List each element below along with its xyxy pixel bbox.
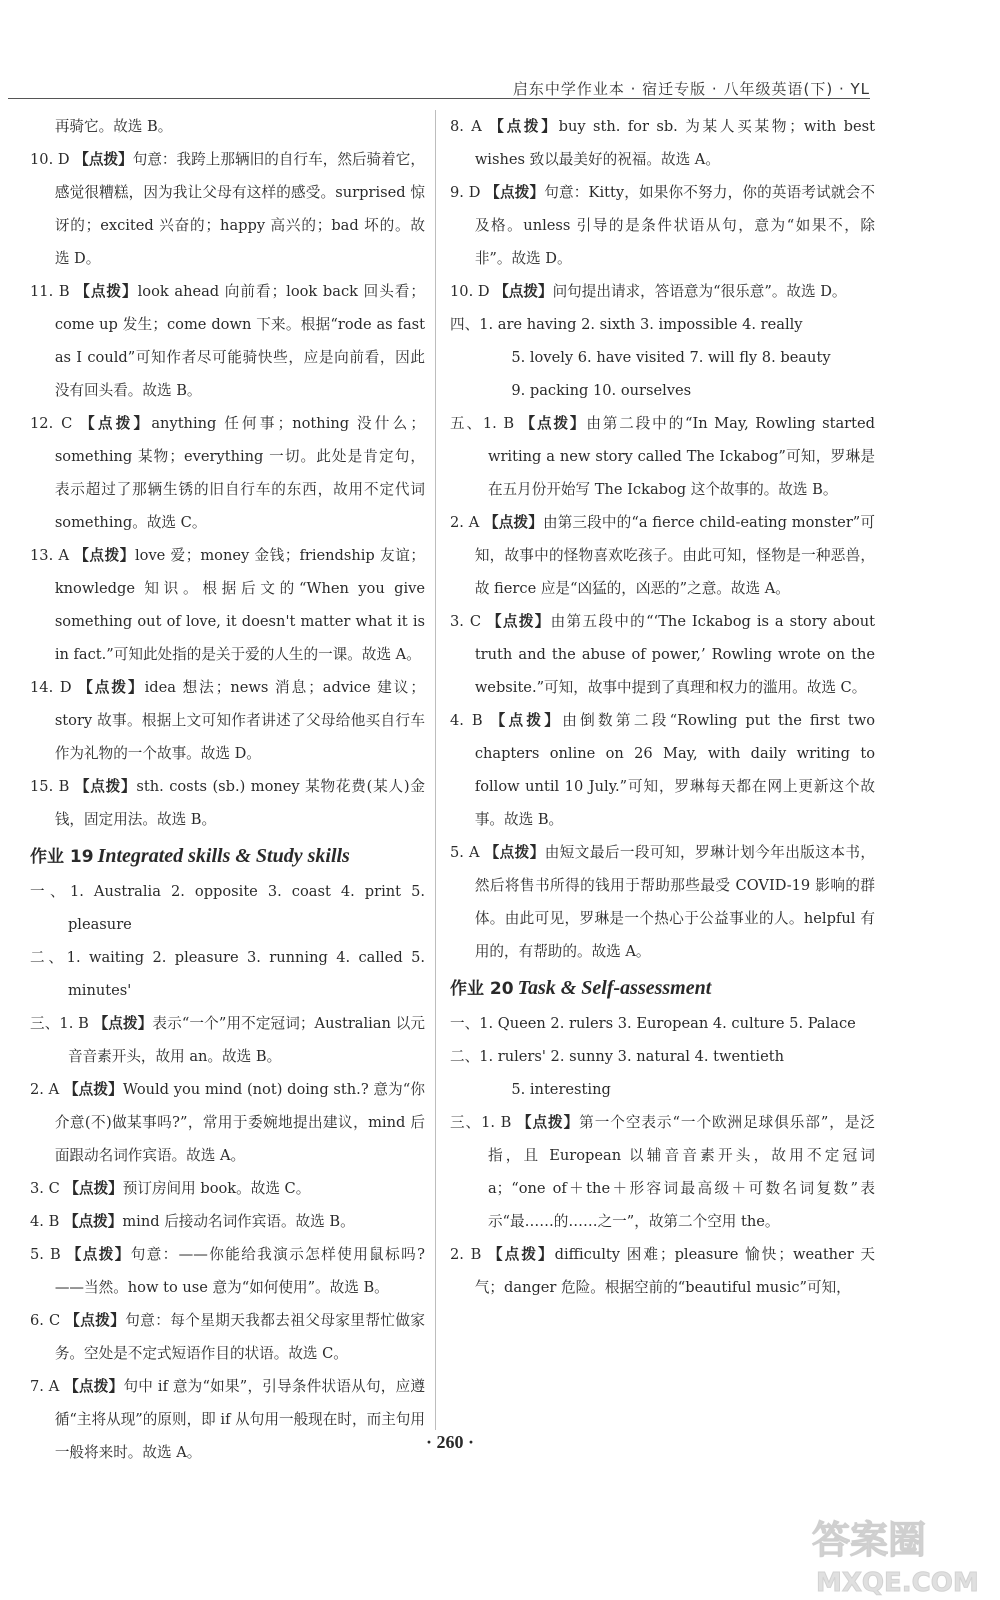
answer-section: 四、1. are having 2. sixth 3. impossible 4. really	[450, 316, 803, 333]
assignment-number: 作业 20	[450, 979, 514, 999]
answer-item: 再骑它。故选 B。	[54, 118, 173, 135]
tip-marker: 【点拨】	[494, 283, 553, 300]
watermark-en: MXQE.COM	[816, 1568, 979, 1598]
watermark-logo	[800, 1505, 990, 1600]
tip-marker: 【点拨】	[520, 415, 587, 432]
assignment-title: Integrated skills & Study skills	[97, 845, 350, 867]
answer-section: 二、1. waiting 2. pleasure 3. running 4. called 5. minutes'	[30, 949, 425, 999]
tip-marker: 【点拨】	[516, 1114, 580, 1131]
tip-marker: 【点拨】	[488, 1246, 555, 1263]
tip-marker: 【点拨】	[64, 1180, 123, 1197]
tip-marker: 【点拨】	[65, 1312, 126, 1329]
assignment-title: Task & Self-assessment	[517, 977, 712, 999]
tip-marker: 【点拨】	[74, 778, 137, 795]
answer-section: 五、1. B 【点拨】由第二段中的“In May, Rowling started writing a new story called The Ickabog”可知，罗琳是在五月份开始写 The Ickabog 这个故事的。故选 B。	[450, 415, 875, 498]
assignment-number: 作业 19	[30, 847, 94, 867]
answer-item: 5. A 【点拨】由短文最后一段可知，罗琳计划今年出版这本书，然后将售书所得的钱用于帮助那些最受 COVID-19 影响的群体。由此可见，罗琳是一个热心于公益事业的人。helpful 有用的，有帮助的。故选 A。	[450, 844, 875, 960]
tip-marker: 【点拨】	[74, 151, 133, 168]
watermark-cn: 答案圈	[812, 1518, 927, 1562]
answer-item: 10. D 【点拨】句意：我跨上那辆旧的自行车，然后骑着它，感觉很糟糕，因为我让父母有这样的感受。surprised 惊讶的；excited 兴奋的；happy 高兴的；bad 坏的。故选 D。	[30, 151, 425, 267]
answer-item: 2. A 【点拨】由第三段中的“a fierce child-eating monster”可知，故事中的怪物喜欢吃孩子。由此可知，怪物是一种恶兽，故 fierce 应是“凶猛的，凶恶的”之意。故选 A。	[450, 514, 875, 597]
tip-marker: 【点拨】	[484, 844, 545, 861]
header-rule	[8, 98, 870, 99]
tip-marker: 【点拨】	[484, 514, 543, 531]
answer-item: 13. A 【点拨】love 爱；money 金钱；friendship 友谊；knowledge 知识。根据后文的“When you give something out of love, it doesn't matter what it is in fact.”可知此处指的是关于爱的人生的一课。故选 A。	[30, 547, 425, 663]
tip-marker: 【点拨】	[93, 1015, 153, 1032]
answer-item: 15. B 【点拨】sth. costs (sb.) money 某物花费(某人)金钱，固定用法。故选 B。	[30, 778, 425, 828]
answer-item: 4. B 【点拨】由倒数第二段“Rowling put the first two chapters online on 26 May, with daily writing to follow until 10 July.”可知，罗琳每天都在网上更新这个故事。故选 B。	[450, 712, 875, 828]
assignment-heading	[450, 971, 875, 1007]
tip-marker: 【点拨】	[489, 118, 559, 135]
answer-item: 5. lovely 6. have visited 7. will fly 8. beauty	[511, 349, 831, 366]
tip-marker: 【点拨】	[487, 613, 551, 630]
answer-section: 一、1. Australia 2. opposite 3. coast 4. print 5. pleasure	[30, 883, 425, 933]
answer-item: 9. packing 10. ourselves	[511, 382, 692, 399]
answer-item: 7. A 【点拨】句中 if 意为“如果”，引导条件状语从句，应遵循“主将从现”的原则，即 if 从句用一般现在时，而主句用一般将来时。故选 A。	[30, 1378, 425, 1461]
answer-item: 3. C 【点拨】预订房间用 book。故选 C。	[30, 1180, 311, 1197]
tip-marker: 【点拨】	[64, 1378, 124, 1395]
answer-section: 一、1. Queen 2. rulers 3. European 4. culture 5. Palace	[450, 1015, 856, 1032]
tip-marker: 【点拨】	[63, 1213, 123, 1230]
tip-marker: 【点拨】	[75, 283, 138, 300]
answer-item: 4. B 【点拨】mind 后接动名词作宾语。故选 B。	[30, 1213, 355, 1230]
tip-marker: 【点拨】	[66, 1246, 131, 1263]
assignment-heading	[30, 839, 425, 875]
answer-item: 2. A 【点拨】Would you mind (not) doing sth.? 意为“你介意(不)做某事吗?”，常用于委婉地提出建议，mind 后面跟动名词作宾语。故选 A。	[30, 1081, 425, 1164]
answer-item: 12. C 【点拨】anything 任何事；nothing 没什么；something 某物；everything 一切。此处是肯定句，表示超过了那辆生锈的旧自行车的东西，故用不定代词 something。故选 C。	[30, 415, 425, 531]
answer-section: 二、1. rulers' 2. sunny 3. natural 4. twentieth	[450, 1048, 784, 1065]
tip-marker: 【点拨】	[485, 184, 545, 201]
answer-item: 14. D 【点拨】idea 想法；news 消息；advice 建议；story 故事。根据上文可知作者讲述了父母给他买自行车作为礼物的一个故事。故选 D。	[30, 679, 426, 762]
answer-item: 11. B 【点拨】look ahead 向前看；look back 回头看；come up 发生；come down 下来。根据“rode as fast as I could”可知作者尽可能骑快些，应是向前看，因此没有回头看。故选 B。	[30, 283, 425, 399]
answer-item: 5. B 【点拨】句意：——你能给我演示怎样使用鼠标吗? ——当然。how to use 意为“如何使用”。故选 B。	[30, 1246, 425, 1296]
column-divider	[435, 110, 436, 1430]
answer-section: 三、1. B 【点拨】第一个空表示“一个欧洲足球俱乐部”，是泛指，且 European 以辅音音素开头，故用不定冠词 a；“one of＋the＋形容词最高级＋可数名词复数”表示“最……的……之一”，故第二个空用 the。	[450, 1114, 875, 1230]
answer-item: 9. D 【点拨】句意：Kitty，如果你不努力，你的英语考试就会不及格。unless 引导的是条件状语从句，意为“如果不，除非”。故选 D。	[450, 184, 875, 267]
tip-marker: 【点拨】	[80, 415, 152, 432]
page-header: 启东中学作业本 · 宿迁专版 · 八年级英语(下) · YL	[512, 80, 870, 98]
answer-item: 6. C 【点拨】句意：每个星期天我都去祖父母家里帮忙做家务。空处是不定式短语作目的状语。故选 C。	[30, 1312, 425, 1362]
page-number: · 260 ·	[425, 1432, 474, 1452]
answer-section: 三、1. B 【点拨】表示“一个”用不定冠词；Australian 以元音音素开头，故用 an。故选 B。	[30, 1015, 425, 1065]
answer-item: 3. C 【点拨】由第五段中的“‘The Ickabog is a story about truth and the abuse of power,’ Rowling wrote on the website.”可知，故事中提到了真理和权力的滥用。故选 C。	[450, 613, 875, 696]
tip-marker: 【点拨】	[63, 1081, 123, 1098]
answer-item: 10. D 【点拨】问句提出请求，答语意为“很乐意”。故选 D。	[450, 283, 847, 300]
left-column	[30, 110, 425, 1469]
tip-marker: 【点拨】	[74, 547, 135, 564]
answer-item: 5. interesting	[511, 1081, 611, 1098]
answer-item: 8. A 【点拨】buy sth. for sb. 为某人买某物；with best wishes 致以最美好的祝福。故选 A。	[450, 118, 875, 168]
tip-marker: 【点拨】	[490, 712, 563, 729]
answer-item: 2. B 【点拨】difficulty 困难；pleasure 愉快；weather 天气；danger 危险。根据空前的“beautiful music”可知，	[450, 1246, 875, 1296]
tip-marker: 【点拨】	[78, 679, 145, 696]
right-column	[450, 110, 875, 1304]
